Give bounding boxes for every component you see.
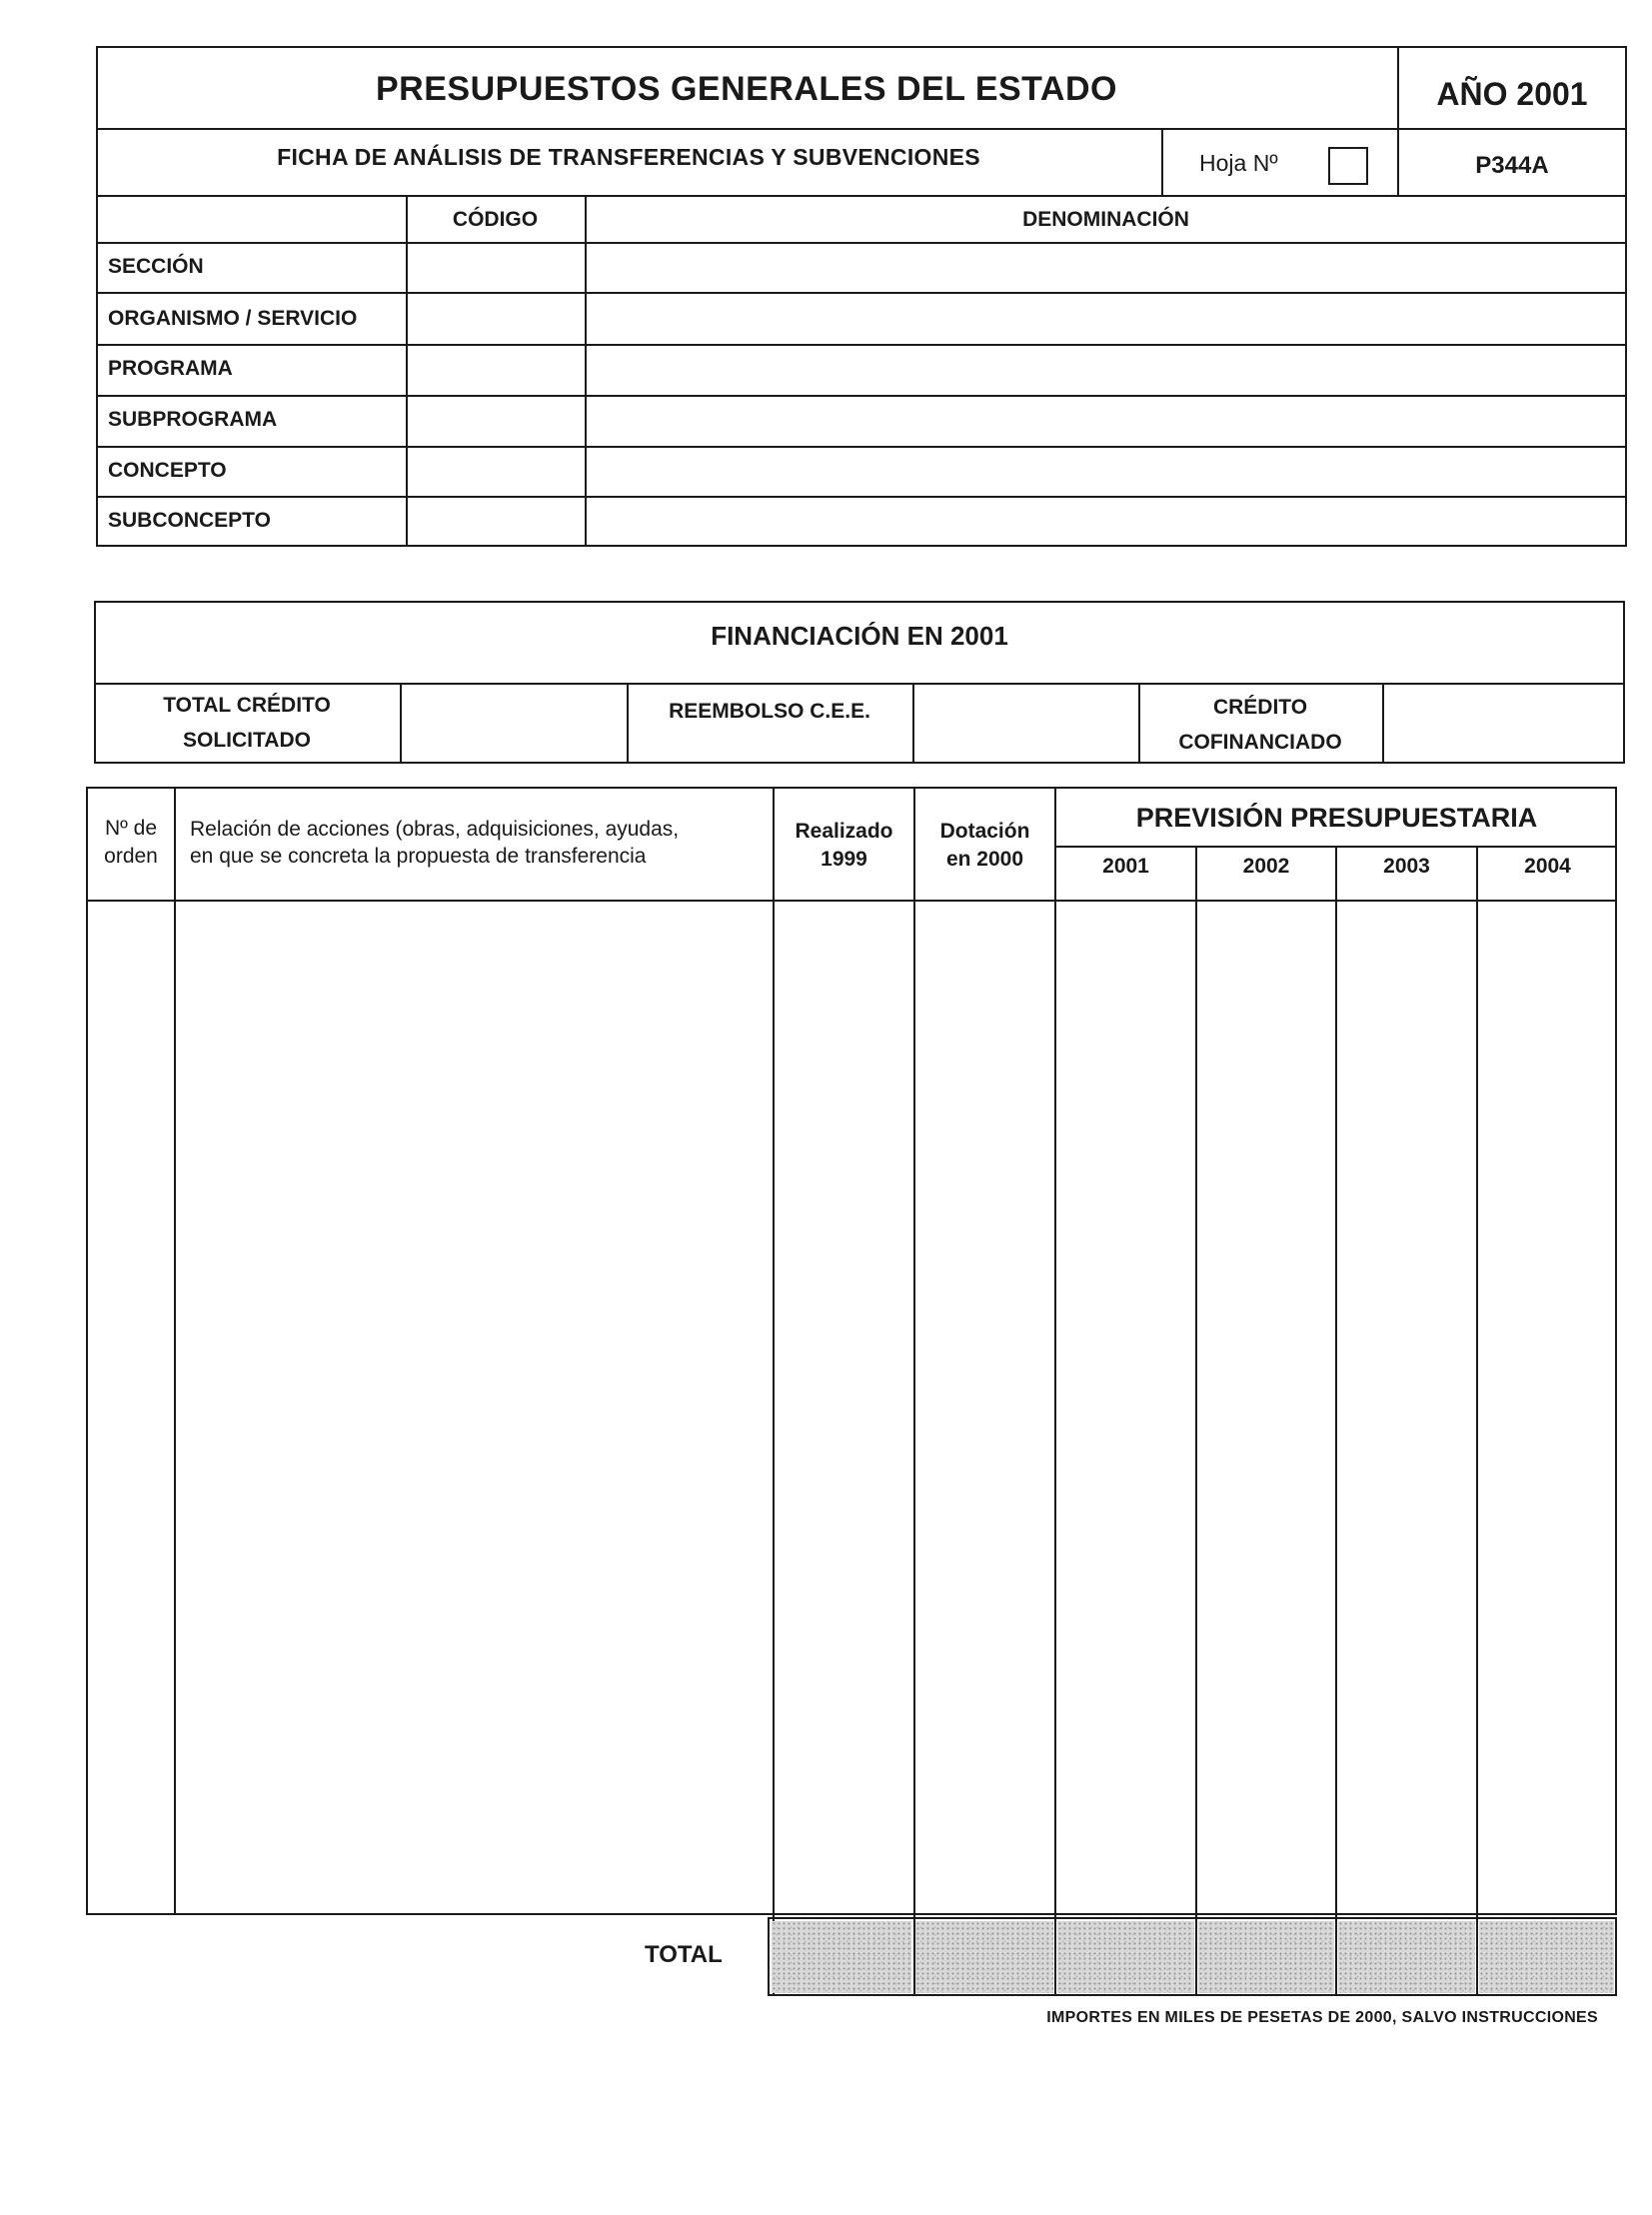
allocation-column-cell[interactable] (915, 902, 1054, 1913)
forecast-2001-cell[interactable] (1056, 902, 1195, 1913)
total-2003-shaded (1338, 1921, 1475, 1993)
sheet-number-label: Hoja Nº (1199, 150, 1278, 176)
cofinanced-field[interactable] (1384, 685, 1624, 763)
subprograma-name-field[interactable] (587, 397, 1625, 446)
refund-field[interactable] (914, 685, 1138, 763)
allocation-header-line1: Dotación (939, 820, 1030, 843)
financing-title: FINANCIACIÓN EN 2001 (711, 621, 1008, 651)
relation-header-line1: Relación de acciones (obras, adquisiciones, ayudas, (190, 818, 680, 841)
total-divider (1476, 1917, 1478, 1996)
forecast-2004-cell[interactable] (1478, 902, 1617, 1913)
form-code: P344A (1475, 152, 1549, 179)
realized-column-cell[interactable] (775, 902, 913, 1913)
relation-header-line2: en que se concreta la propuesta de transferencia (190, 845, 647, 868)
relation-column-header (190, 816, 679, 870)
programa-code-field[interactable] (408, 346, 585, 395)
page-title: PRESUPUESTOS GENERALES DEL ESTADO (376, 70, 1117, 108)
row-label-seccion: SECCIÓN (108, 255, 204, 278)
cofinanced-label-line1: CRÉDITO (1212, 696, 1308, 719)
order-column-header (88, 815, 174, 871)
subconcepto-name-field[interactable] (587, 498, 1625, 546)
forecast-year-2004: 2004 (1524, 855, 1571, 878)
total-realized-shaded (772, 1921, 911, 1993)
form-subtitle: FICHA DE ANÁLISIS DE TRANSFERENCIAS Y SUBVENCIONES (277, 144, 980, 170)
forecast-title: PREVISIÓN PRESUPUESTARIA (1135, 803, 1538, 833)
total-allocation-shaded (915, 1921, 1053, 1993)
row-label-programa: PROGRAMA (108, 357, 233, 380)
organismo-name-field[interactable] (587, 294, 1625, 344)
total-credit-label-line1: TOTAL CRÉDITO (163, 694, 331, 717)
total-2001-shaded (1057, 1921, 1194, 1993)
organismo-code-field[interactable] (408, 294, 585, 344)
seccion-name-field[interactable] (587, 244, 1625, 292)
order-header-line2: orden (104, 845, 158, 868)
cofinanced-label-line2: COFINANCIADO (1178, 731, 1342, 754)
forecast-2003-cell[interactable] (1337, 902, 1476, 1913)
realized-header-line1: Realizado (795, 820, 893, 843)
forecast-year-2002: 2002 (1242, 855, 1290, 878)
code-column-header: CÓDIGO (452, 208, 539, 231)
total-divider (913, 1917, 915, 1996)
seccion-code-field[interactable] (408, 244, 585, 292)
forecast-2002-cell[interactable] (1197, 902, 1335, 1913)
total-credit-label-line2: SOLICITADO (183, 729, 311, 752)
row-label-subprograma: SUBPROGRAMA (108, 408, 278, 431)
concepto-code-field[interactable] (408, 448, 585, 496)
total-label: TOTAL (645, 1941, 723, 1968)
refund-label: REEMBOLSO C.E.E. (669, 700, 870, 723)
programa-name-field[interactable] (587, 346, 1625, 395)
subprograma-code-field[interactable] (408, 397, 585, 446)
total-credit-field[interactable] (402, 685, 627, 763)
row-label-concepto: CONCEPTO (108, 459, 227, 482)
total-2002-shaded (1198, 1921, 1334, 1993)
amounts-note: IMPORTES EN MILES DE PESETAS DE 2000, SALVO INSTRUCCIONES (1046, 2009, 1598, 2026)
row-label-subconcepto: SUBCONCEPTO (108, 509, 271, 532)
forecast-year-2001: 2001 (1102, 855, 1149, 878)
concepto-name-field[interactable] (587, 448, 1625, 496)
cofinanced-label (1138, 690, 1382, 760)
total-divider (1195, 1917, 1197, 1996)
realized-header-line2: 1999 (821, 848, 867, 871)
name-column-header: DENOMINACIÓN (1022, 208, 1189, 231)
row-label-organismo: ORGANISMO / SERVICIO (108, 307, 358, 330)
total-divider (1335, 1917, 1337, 1996)
sheet-divider (1161, 128, 1163, 196)
relation-column-cell[interactable] (176, 902, 773, 1913)
total-credit-label (94, 688, 400, 758)
subconcepto-code-field[interactable] (408, 498, 585, 546)
total-2004-shaded (1479, 1921, 1614, 1993)
order-header-line1: Nº de (104, 817, 158, 840)
forecast-year-2003: 2003 (1383, 855, 1430, 878)
allocation-column-header (915, 818, 1054, 874)
realized-column-header (775, 818, 913, 874)
total-divider (1054, 1917, 1056, 1996)
year-label: AÑO 2001 (1436, 76, 1588, 112)
sheet-number-input[interactable] (1328, 147, 1368, 185)
allocation-header-line2: en 2000 (945, 848, 1024, 871)
order-column-cell[interactable] (88, 902, 174, 1913)
